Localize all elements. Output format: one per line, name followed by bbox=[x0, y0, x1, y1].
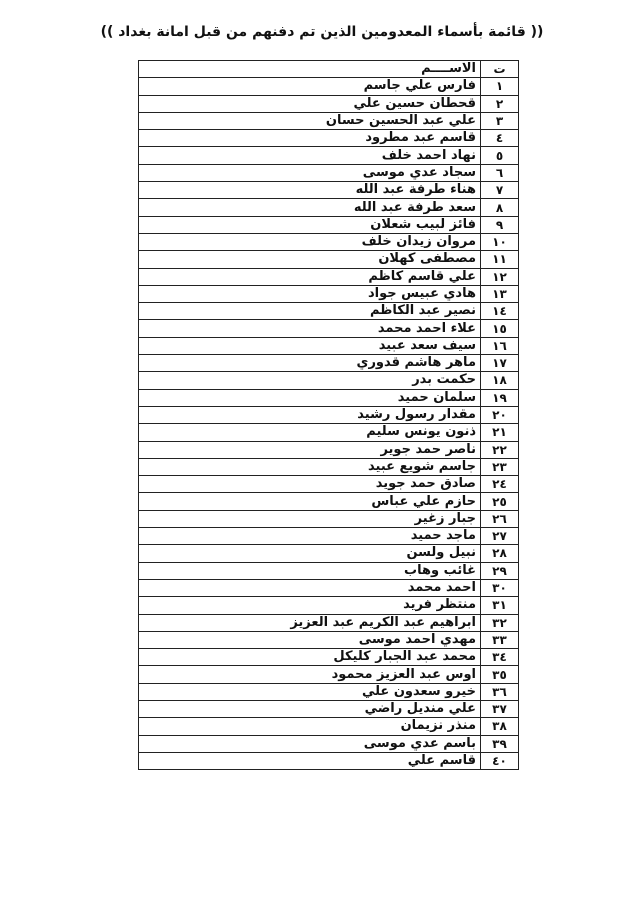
row-name: خيرو سعدون علي bbox=[139, 683, 481, 700]
table-row bbox=[139, 579, 519, 596]
table-row bbox=[139, 372, 519, 389]
table-row bbox=[139, 303, 519, 320]
column-header-name: الاســــم bbox=[139, 61, 481, 78]
row-number: ٧ bbox=[481, 182, 519, 199]
row-name: نصير عبد الكاظم bbox=[139, 303, 481, 320]
row-number: ٢٠ bbox=[481, 406, 519, 423]
row-name: حكمت بدر bbox=[139, 372, 481, 389]
row-number: ٢٥ bbox=[481, 493, 519, 510]
table-row bbox=[139, 199, 519, 216]
row-name: مهدي احمد موسى bbox=[139, 631, 481, 648]
row-number: ٦ bbox=[481, 164, 519, 181]
row-name: صادق حمد جويد bbox=[139, 476, 481, 493]
row-number: ٢٣ bbox=[481, 458, 519, 475]
row-number: ٣٥ bbox=[481, 666, 519, 683]
table-row bbox=[139, 528, 519, 545]
row-name: قحطان حسين علي bbox=[139, 95, 481, 112]
table-row bbox=[139, 476, 519, 493]
column-header-number: ت bbox=[481, 61, 519, 78]
row-number: ٢٧ bbox=[481, 528, 519, 545]
row-name: جبار زغير bbox=[139, 510, 481, 527]
row-name: ماهر هاشم قدوري bbox=[139, 355, 481, 372]
row-number: ١٤ bbox=[481, 303, 519, 320]
row-number: ٣١ bbox=[481, 597, 519, 614]
table-row bbox=[139, 355, 519, 372]
row-number: ١٦ bbox=[481, 337, 519, 354]
table-row bbox=[139, 112, 519, 129]
row-number: ٣٣ bbox=[481, 631, 519, 648]
row-number: ٥ bbox=[481, 147, 519, 164]
row-name: سيف سعد عبيد bbox=[139, 337, 481, 354]
table-row bbox=[139, 614, 519, 631]
table-row bbox=[139, 78, 519, 95]
row-number: ٢٩ bbox=[481, 562, 519, 579]
table-row bbox=[139, 458, 519, 475]
row-number: ١٨ bbox=[481, 372, 519, 389]
table-row bbox=[139, 320, 519, 337]
table-row bbox=[139, 216, 519, 233]
row-number: ٢ bbox=[481, 95, 519, 112]
table-row bbox=[139, 251, 519, 268]
row-name: سجاد عدي موسى bbox=[139, 164, 481, 181]
row-number: ٢٦ bbox=[481, 510, 519, 527]
row-number: ٣٢ bbox=[481, 614, 519, 631]
row-name: نبيل ولسن bbox=[139, 545, 481, 562]
row-name: ذنون يونس سليم bbox=[139, 424, 481, 441]
row-number: ٣ bbox=[481, 112, 519, 129]
row-number: ٣٦ bbox=[481, 683, 519, 700]
page-title: (( قائمة بأسماء المعدومين الذين تم دفنهم من قبل امانة بغداد )) bbox=[100, 24, 544, 40]
table-row bbox=[139, 649, 519, 666]
row-name: مقدار رسول رشيد bbox=[139, 406, 481, 423]
row-name: منتظر فريد bbox=[139, 597, 481, 614]
row-number: ٤ bbox=[481, 130, 519, 147]
row-name: هادي عبيس جواد bbox=[139, 285, 481, 302]
row-name: علي قاسم كاظم bbox=[139, 268, 481, 285]
table-row bbox=[139, 389, 519, 406]
table-row bbox=[139, 441, 519, 458]
table-row bbox=[139, 337, 519, 354]
row-name: مصطفى كهلان bbox=[139, 251, 481, 268]
row-number: ٣٨ bbox=[481, 718, 519, 735]
row-number: ١ bbox=[481, 78, 519, 95]
row-number: ٣٧ bbox=[481, 700, 519, 717]
row-number: ٣٩ bbox=[481, 735, 519, 752]
row-name: محمد عبد الجبار كليكل bbox=[139, 649, 481, 666]
table-row bbox=[139, 95, 519, 112]
row-name: ابراهيم عبد الكريم عبد العزيز bbox=[139, 614, 481, 631]
row-name: نهاد احمد خلف bbox=[139, 147, 481, 164]
row-name: فائز لبيب شعلان bbox=[139, 216, 481, 233]
row-name: حازم علي عباس bbox=[139, 493, 481, 510]
row-number: ١٠ bbox=[481, 233, 519, 250]
table-row bbox=[139, 406, 519, 423]
row-number: ١٢ bbox=[481, 268, 519, 285]
table-row bbox=[139, 285, 519, 302]
row-number: ٨ bbox=[481, 199, 519, 216]
table-row bbox=[139, 735, 519, 752]
table-row bbox=[139, 510, 519, 527]
row-name: هناء طرفة عبد الله bbox=[139, 182, 481, 199]
table-body bbox=[139, 78, 519, 770]
table-row bbox=[139, 130, 519, 147]
row-number: ٩ bbox=[481, 216, 519, 233]
row-name: فارس علي جاسم bbox=[139, 78, 481, 95]
table-row bbox=[139, 182, 519, 199]
row-number: ٢٢ bbox=[481, 441, 519, 458]
table-row bbox=[139, 147, 519, 164]
names-table-container bbox=[138, 60, 518, 770]
row-name: اوس عبد العزيز محمود bbox=[139, 666, 481, 683]
table-row bbox=[139, 631, 519, 648]
row-number: ٣٠ bbox=[481, 579, 519, 596]
table-row bbox=[139, 268, 519, 285]
names-table bbox=[138, 60, 519, 770]
row-name: باسم عدي موسى bbox=[139, 735, 481, 752]
row-name: جاسم شويع عبيد bbox=[139, 458, 481, 475]
table-row bbox=[139, 424, 519, 441]
row-name: ماجد حميد bbox=[139, 528, 481, 545]
row-name: قاسم عبد مطرود bbox=[139, 130, 481, 147]
table-row bbox=[139, 562, 519, 579]
row-name: غائب وهاب bbox=[139, 562, 481, 579]
row-name: مروان زيدان خلف bbox=[139, 233, 481, 250]
row-number: ٢١ bbox=[481, 424, 519, 441]
table-row bbox=[139, 493, 519, 510]
row-name: ناصر حمد جوير bbox=[139, 441, 481, 458]
row-name: علي منديل راضي bbox=[139, 700, 481, 717]
table-row bbox=[139, 718, 519, 735]
row-number: ٣٤ bbox=[481, 649, 519, 666]
table-row bbox=[139, 700, 519, 717]
table-row bbox=[139, 233, 519, 250]
row-number: ١٩ bbox=[481, 389, 519, 406]
row-name: منذر نزيمان bbox=[139, 718, 481, 735]
row-name: قاسم علي bbox=[139, 752, 481, 769]
table-row bbox=[139, 666, 519, 683]
row-number: ٢٨ bbox=[481, 545, 519, 562]
table-header-row bbox=[139, 61, 519, 78]
row-name: علي عبد الحسين حسان bbox=[139, 112, 481, 129]
row-number: ٢٤ bbox=[481, 476, 519, 493]
row-number: ١٥ bbox=[481, 320, 519, 337]
row-name: احمد محمد bbox=[139, 579, 481, 596]
table-row bbox=[139, 545, 519, 562]
table-row bbox=[139, 752, 519, 769]
table-row bbox=[139, 683, 519, 700]
row-name: علاء احمد محمد bbox=[139, 320, 481, 337]
row-number: ١٧ bbox=[481, 355, 519, 372]
row-number: ١٣ bbox=[481, 285, 519, 302]
row-name: سعد طرفة عبد الله bbox=[139, 199, 481, 216]
table-row bbox=[139, 597, 519, 614]
row-name: سلمان حميد bbox=[139, 389, 481, 406]
table-row bbox=[139, 164, 519, 181]
row-number: ١١ bbox=[481, 251, 519, 268]
row-number: ٤٠ bbox=[481, 752, 519, 769]
